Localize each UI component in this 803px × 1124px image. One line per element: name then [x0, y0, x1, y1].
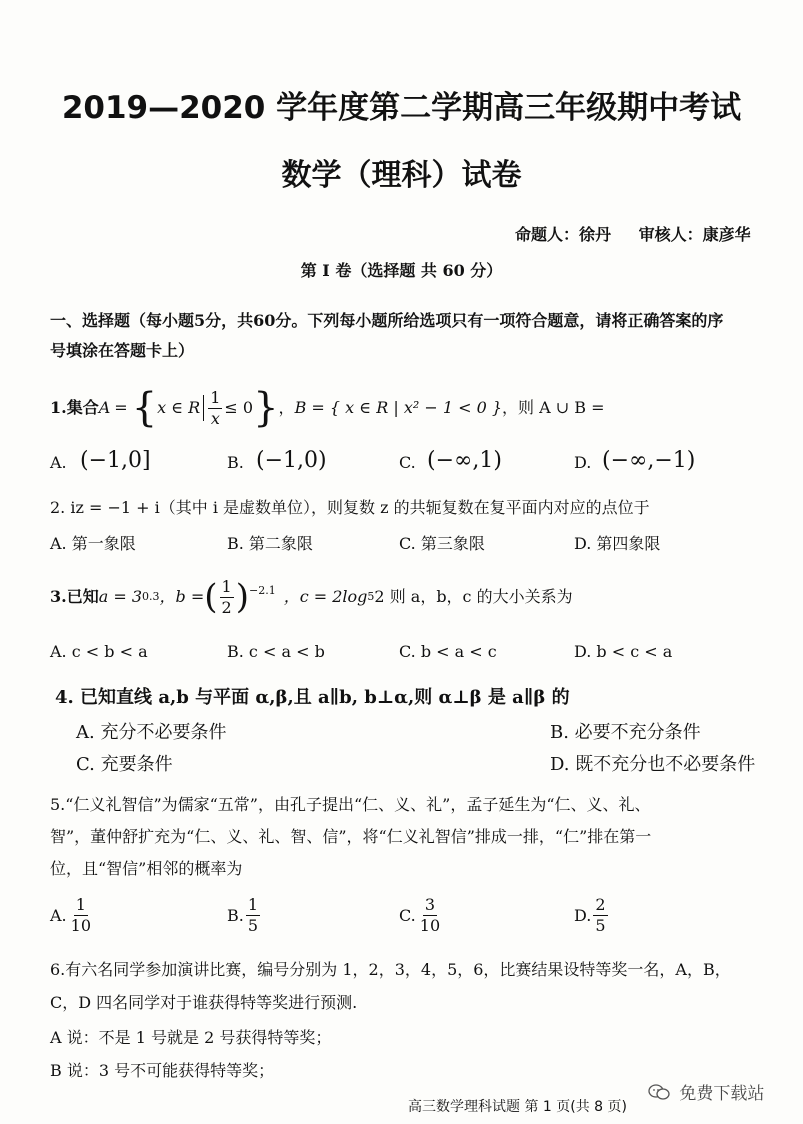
q5-a-num: 1 — [75, 895, 86, 914]
q6-line2: C，D 四名同学对于谁获得特等奖进行预测. — [50, 993, 358, 1012]
q2-option-d: D. 第四象限 — [574, 534, 661, 553]
volume-heading: 第 I 卷（选择题 共 60 分） — [300, 261, 503, 280]
q1-eq: = — [114, 398, 128, 417]
q5-option-d — [574, 895, 610, 936]
q3-fraction — [220, 577, 234, 618]
q1-x-in-r: x ∈ R — [157, 395, 204, 421]
q4-option-d: D. 既不充分也不必要条件 — [550, 754, 756, 775]
q5-option-d-frac — [593, 895, 607, 936]
q4-stem: 4. 已知直线 a,b 与平面 α,β,且 a∥b, b⊥α,则 α⊥β 是 a∥β 的 — [55, 687, 570, 708]
q5-option-c-label: C. — [399, 906, 416, 925]
q5-d-num: 2 — [595, 895, 606, 914]
q1-option-d-label: D. — [574, 453, 592, 472]
q1-prefix: 1.集合 — [50, 398, 99, 417]
q5-c-num: 3 — [424, 895, 436, 914]
q3-option-a: A. c < b < a — [50, 642, 148, 661]
watermark-text: 免费下载站 — [679, 1084, 765, 1104]
reviewer-label: 审核人：康彦华 — [638, 225, 751, 244]
q1-le-zero: ≤ 0 — [224, 398, 254, 417]
q1-brace-open: { — [131, 385, 158, 431]
exam-subtitle: 数学（理科）试卷 — [281, 158, 522, 193]
q2-option-b: B. 第二象限 — [227, 534, 313, 553]
q2-option-c: C. 第三象限 — [399, 534, 485, 553]
q3-b-label: ，b = — [159, 587, 205, 606]
q5-d-den: 5 — [595, 916, 606, 935]
q3-b-exp: −2.1 — [248, 584, 276, 597]
wechat-icon — [648, 1083, 670, 1106]
q4-option-a: A. 充分不必要条件 — [76, 722, 227, 743]
section-heading-line1: 一、选择题（每小题5分，共60分。下列每小题所给选项只有一项符合题意，请将正确答案的序 — [50, 311, 724, 330]
q1-then: ，则 A ∪ B = — [502, 398, 605, 417]
q1-fraction — [208, 388, 222, 429]
q1-stem — [50, 383, 605, 433]
q5-option-c — [399, 895, 444, 936]
q3-c-sub: 5 — [367, 590, 375, 603]
q1-set-a-name: A — [98, 398, 111, 417]
q3-a-def: a = 3 — [98, 587, 143, 606]
q1-option-c: (−∞,1) — [427, 448, 502, 473]
q1-option-b: (−1,0) — [256, 448, 327, 473]
q3-option-b: B. c < a < b — [227, 642, 325, 661]
q3-stem — [50, 572, 573, 622]
q5-option-d-label: D. — [574, 906, 592, 925]
q5-line2: 智”，董仲舒扩充为“仁、义、礼、智、信”，将“仁义礼智信”排成一排，“仁”排在第一 — [50, 827, 652, 846]
q5-option-b-frac — [246, 895, 260, 936]
q1-option-a: (−1,0] — [80, 448, 151, 473]
q5-option-b-label: B. — [227, 906, 244, 925]
q5-a-den: 10 — [70, 916, 91, 935]
q1-sep: ， — [278, 398, 295, 417]
q5-option-a-label: A. — [50, 906, 67, 925]
q2-option-a: A. 第一象限 — [50, 534, 136, 553]
q5-c-den: 10 — [419, 916, 441, 935]
q4-option-b: B. 必要不充分条件 — [550, 722, 701, 743]
q5-option-a-frac — [69, 895, 93, 936]
watermark — [648, 1079, 764, 1106]
q3-prefix: 3.已知 — [50, 587, 99, 606]
q4-option-c: C. 充要条件 — [76, 754, 173, 775]
q1-option-a-label: A. — [50, 453, 67, 472]
q5-option-b — [227, 895, 262, 936]
q5-b-num: 1 — [247, 895, 259, 914]
section-heading-line2: 号填涂在答题卡上） — [50, 341, 195, 360]
q5-option-a — [50, 895, 95, 936]
q1-frac-den: x — [210, 408, 220, 428]
q3-a-exp: 0.3 — [142, 590, 160, 603]
q6-line1: 6.有六名同学参加演讲比赛，编号分别为 1，2，3，4，5，6，比赛结果设特等奖一名，A，B， — [50, 960, 731, 979]
q3-frac-den: 2 — [221, 597, 232, 617]
q5-line3: 位，且“智信”相邻的概率为 — [50, 859, 243, 878]
q1-option-c-label: C. — [399, 453, 416, 472]
q5-line1: 5.“仁义礼智信”为儒家“五常”，由孔子提出“仁、义、礼”，孟子延生为“仁、义、礼、 — [50, 795, 651, 814]
q3-option-c: C. b < a < c — [399, 642, 497, 661]
q3-paren-open: ( — [204, 577, 218, 617]
q1-option-b-label: B. — [227, 453, 244, 472]
q3-rest: 2 则 a，b，c 的大小关系为 — [374, 587, 573, 606]
q3-option-d: D. b < c < a — [574, 642, 673, 661]
q3-c-def: ，c = 2log — [283, 587, 368, 606]
q3-frac-num: 1 — [221, 576, 232, 596]
q3-paren-close: ) — [235, 577, 249, 617]
page-footer: 高三数学理科试题 第 1 页(共 8 页) — [408, 1099, 627, 1115]
q6-line3: A 说：不是 1 号就是 2 号获得特等奖； — [50, 1028, 332, 1047]
exam-title: 2019—2020 学年度第二学期高三年级期中考试 — [61, 90, 742, 126]
q5-b-den: 5 — [247, 916, 259, 935]
q1-option-d: (−∞,−1) — [602, 448, 696, 473]
author-label: 命题人：徐丹 — [515, 225, 612, 244]
q1-set-b: B = { x ∈ R | x² − 1 < 0 } — [294, 398, 503, 417]
author-line — [515, 222, 773, 245]
q5-option-c-frac — [418, 895, 442, 936]
q2-stem: 2. iz = −1 + i（其中 i 是虚数单位），则复数 z 的共轭复数在复平面内对应的点位于 — [50, 498, 650, 517]
q6-line4: B 说：3 号不可能获得特等奖； — [50, 1061, 275, 1080]
q1-frac-num: 1 — [210, 387, 221, 407]
q1-brace-close: } — [253, 385, 279, 431]
